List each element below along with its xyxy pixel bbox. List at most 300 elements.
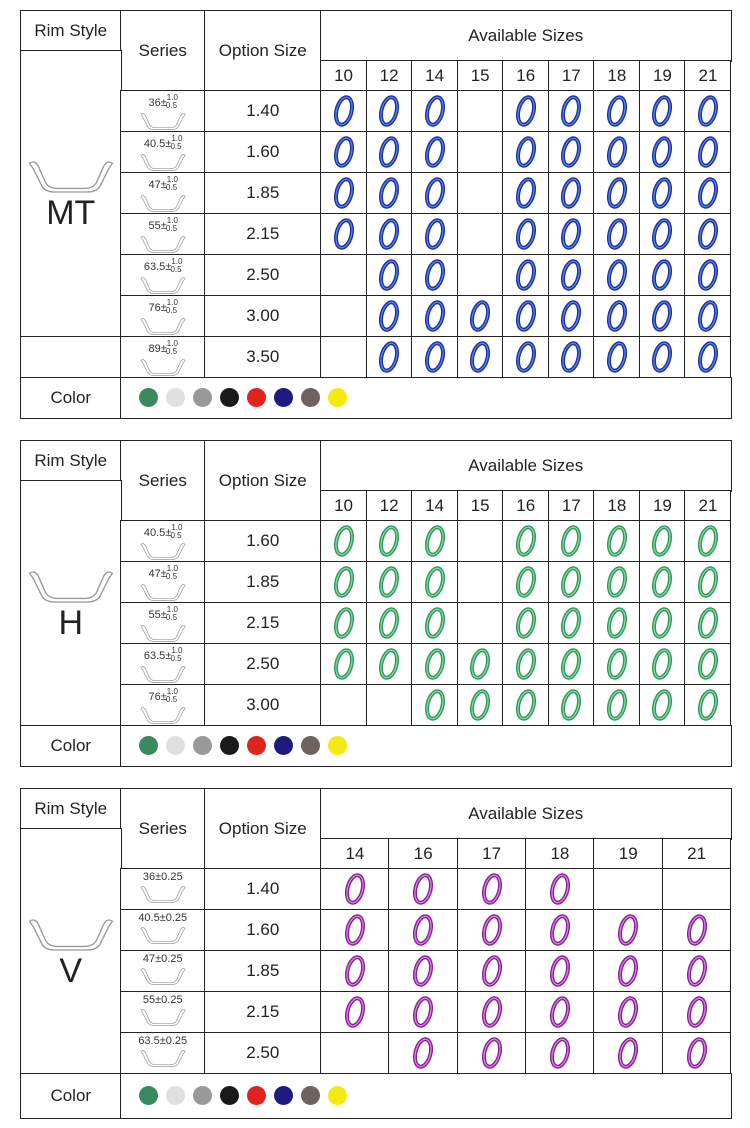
series-header [120,10,206,92]
size-label: 14 [425,495,445,515]
tolerance-upper: 1.0 [171,257,183,266]
rim-ring-icon [605,524,629,558]
color-swatch [166,736,185,755]
size-available-cell [684,131,731,174]
size-column-header [457,838,527,870]
rim-ring-icon [605,217,629,251]
size-available-cell [502,336,549,379]
tolerance-upper: 1.0 [166,605,178,614]
option-size-header [204,788,322,870]
size-available-cell [548,90,595,133]
rim-ring-icon [605,299,629,333]
rim-style-cell [20,828,122,1075]
size-available-cell [639,643,686,686]
rim-ring-icon [650,217,674,251]
size-column-header [593,490,640,522]
rim-ring-icon [559,258,583,292]
size-label: 14 [425,65,445,85]
size-label: 18 [607,65,627,85]
size-label: 14 [345,843,365,863]
available-sizes-header [320,788,732,840]
series-value: 63.5±$^{1.0}$0.5 [143,257,183,274]
option-size-value: 2.15 [246,613,280,633]
size-available-cell [548,602,595,645]
series-number: 63.5 [143,650,166,662]
size-available-cell [320,520,367,563]
rim-ring-icon [514,258,538,292]
rim-ring-icon [616,995,640,1029]
size-available-cell [593,520,640,563]
rim-ring-icon [650,565,674,599]
size-available-cell [684,602,731,645]
option-size-cell [204,172,322,215]
series-number: 63.5 [143,261,166,273]
size-available-cell [411,336,458,379]
rim-ring-icon [468,647,492,681]
series-value [138,1035,187,1047]
size-available-cell [548,131,595,174]
color-swatches [120,377,732,419]
size-unavailable-cell [457,131,504,174]
size-available-cell [457,909,527,952]
size-available-cell [684,90,731,133]
rim-ring-icon [468,688,492,722]
rim-ring-icon [377,299,401,333]
size-available-cell [366,172,413,215]
size-available-cell [684,643,731,686]
series-value: 89±$^{1.0}$0.5 [148,339,178,356]
size-available-cell [684,684,731,727]
series-number: 40.5 [143,527,166,539]
rim-ring-icon [696,565,720,599]
size-column-header [684,490,731,522]
rim-ring-icon [696,606,720,640]
tolerance-lower: 0.5 [165,101,178,110]
tolerance-upper: 1.0 [166,298,178,307]
series-number: 76 [148,691,161,703]
series-value: 55±$^{1.0}$0.5 [148,216,178,233]
option-size-header [204,440,322,522]
size-label: 16 [516,495,536,515]
rim-profile-icon [139,233,187,253]
rim-ring-icon [605,565,629,599]
rim-ring-icon [514,135,538,169]
size-unavailable-cell [320,254,367,297]
size-available-cell [684,336,731,379]
tolerance-lower: 0.5 [165,347,178,356]
rim-ring-icon [685,913,709,947]
size-label: 17 [482,843,502,863]
rim-ring-icon [605,94,629,128]
size-available-cell [593,991,663,1034]
size-available-cell [320,991,390,1034]
color-swatch [247,736,266,755]
size-available-cell [593,213,640,256]
rim-ring-icon [605,647,629,681]
size-available-cell [366,336,413,379]
size-available-cell [366,254,413,297]
option-size-cell [204,254,322,297]
rim-style-label: Rim Style [34,798,108,818]
size-available-cell [684,295,731,338]
rim-ring-icon [696,524,720,558]
color-label-cell [20,1073,122,1119]
size-available-cell [388,991,458,1034]
option-size-header [204,10,322,92]
color-swatch [301,388,320,407]
size-available-cell [639,172,686,215]
rim-ring-icon [559,176,583,210]
rim-ring-icon [696,217,720,251]
rim-profile-icon [139,622,187,642]
size-available-cell [320,131,367,174]
size-label: 18 [550,843,570,863]
tolerance-upper: 1.0 [166,687,178,696]
size-column-header [639,490,686,522]
option-size-value: 2.15 [246,1002,280,1022]
rim-ring-icon [685,954,709,988]
rim-ring-icon [696,258,720,292]
rim-ring-icon [480,872,504,906]
series-value [143,953,183,965]
rim-ring-icon [377,176,401,210]
option-size-cell [204,561,322,604]
series-number: 89 [148,343,161,355]
rim-profile-icon [139,356,187,376]
size-available-cell [639,131,686,174]
size-available-cell [684,520,731,563]
rim-ring-icon [514,606,538,640]
rim-ring-icon [605,258,629,292]
color-swatch [166,1086,185,1105]
rim-ring-icon [377,258,401,292]
rim-ring-icon [559,299,583,333]
size-label: 19 [652,65,672,85]
size-column-header [548,60,595,92]
option-size-cell [204,336,322,379]
size-label: 17 [561,65,581,85]
option-size-value: 3.50 [246,347,280,367]
series-number: 40.5 [143,138,166,150]
size-available-cell [593,254,640,297]
size-available-cell [502,213,549,256]
rim-ring-icon [377,606,401,640]
rim-ring-icon [559,688,583,722]
size-available-cell [548,684,595,727]
series-cell [120,213,206,256]
tolerance-lower: 0.5 [165,613,178,622]
series-number: 36 [148,97,161,109]
color-swatch [193,1086,212,1105]
rim-ring-icon [377,217,401,251]
size-available-cell [525,868,595,911]
size-available-cell [457,1032,527,1075]
rim-ring-icon [616,1036,640,1070]
size-available-cell [366,520,413,563]
series-cell [120,295,206,338]
tolerance-upper: 1.0 [171,646,183,655]
size-available-cell [639,336,686,379]
tolerance-lower: 0.5 [165,183,178,192]
option-size-cell [204,684,322,727]
series-cell [120,336,206,379]
series-cell [120,561,206,604]
rim-profile-icon [139,883,187,903]
empty-cell [20,336,122,379]
size-available-cell [502,561,549,604]
series-number: 47 [148,179,161,191]
rim-ring-icon [468,340,492,374]
size-column-header [411,60,458,92]
rim-style-cell [20,480,122,727]
size-unavailable-cell [457,561,504,604]
available-sizes-label: Available Sizes [468,803,584,823]
size-available-cell [525,950,595,993]
option-size-cell [204,868,322,911]
series-cell [120,909,206,952]
size-available-cell [548,172,595,215]
series-header [120,440,206,522]
rim-ring-icon [650,340,674,374]
option-size-cell [204,520,322,563]
rim-profile-icon [139,581,187,601]
rim-ring-icon [468,299,492,333]
rim-ring-icon [605,135,629,169]
size-column-header [320,60,367,92]
option-size-value: 2.50 [246,654,280,674]
tolerance-lower: 0.5 [170,265,182,274]
size-available-cell [388,909,458,952]
series-value: 55±$^{1.0}$0.5 [148,605,178,622]
rim-ring-icon [423,524,447,558]
rim-ring-icon [377,524,401,558]
rim-ring-icon [332,647,356,681]
series-label: Series [138,818,187,838]
rim-ring-icon [548,872,572,906]
size-available-cell [548,254,595,297]
size-available-cell [548,561,595,604]
rim-ring-icon [605,340,629,374]
rim-ring-icon [696,135,720,169]
size-column-header [457,490,504,522]
series-value: 47±$^{1.0}$0.5 [148,175,178,192]
color-swatch [274,388,293,407]
size-available-cell [411,684,458,727]
series-number: 76 [148,302,161,314]
color-swatch [247,388,266,407]
size-available-cell [320,868,390,911]
rim-ring-icon [423,340,447,374]
size-available-cell [548,213,595,256]
size-available-cell [593,602,640,645]
rim-ring-icon [332,176,356,210]
size-available-cell [388,950,458,993]
rim-profile-icon [26,564,116,604]
rim-ring-icon [480,913,504,947]
size-available-cell [662,1032,732,1075]
rim-ring-icon [514,647,538,681]
rim-ring-icon [411,872,435,906]
rim-ring-icon [514,524,538,558]
size-available-cell [525,991,595,1034]
color-swatch [139,388,158,407]
rim-ring-icon [548,1036,572,1070]
color-swatch [274,1086,293,1105]
size-available-cell [548,643,595,686]
tolerance-upper: 1.0 [171,134,183,143]
tolerance-upper: 1.0 [166,564,178,573]
size-label: 18 [607,495,627,515]
rim-ring-icon [377,647,401,681]
color-label-cell [20,725,122,767]
size-available-cell [411,172,458,215]
size-label: 19 [618,843,638,863]
color-swatch [193,388,212,407]
color-swatch [328,1086,347,1105]
size-available-cell [593,1032,663,1075]
tolerance-lower: 0.5 [170,142,182,151]
rim-ring-icon [650,299,674,333]
series-number: 40.5±0.25 [138,912,188,924]
size-available-cell [320,602,367,645]
color-swatch [220,1086,239,1105]
tolerance-upper: 1.0 [166,216,178,225]
rim-ring-icon [685,1036,709,1070]
rim-style-header [20,788,122,830]
size-available-cell [388,868,458,911]
size-available-cell [662,991,732,1034]
option-size-cell [204,90,322,133]
rim-ring-icon [650,135,674,169]
size-available-cell [411,643,458,686]
size-available-cell [684,213,731,256]
size-label: 17 [561,495,581,515]
tolerance-lower: 0.5 [165,695,178,704]
tolerance-lower: 0.5 [165,224,178,233]
size-available-cell [457,991,527,1034]
rim-style-cell [20,50,122,338]
tolerance-upper: 1.0 [171,523,183,532]
size-available-cell [639,684,686,727]
option-size-value: 1.85 [246,572,280,592]
available-sizes-label: Available Sizes [468,455,584,475]
color-swatch [193,736,212,755]
series-cell [120,131,206,174]
tolerance-upper: 1.0 [166,175,178,184]
size-label: 16 [516,65,536,85]
size-available-cell [502,295,549,338]
rim-ring-icon [650,176,674,210]
size-available-cell [593,336,640,379]
size-available-cell [411,90,458,133]
option-size-value: 1.85 [246,183,280,203]
tolerance-upper: 1.0 [166,339,178,348]
size-label: 12 [379,65,399,85]
size-available-cell [593,172,640,215]
size-column-header [320,838,390,870]
rim-ring-icon [559,340,583,374]
rim-style-label: Rim Style [34,20,108,40]
rim-ring-icon [650,94,674,128]
option-size-label: Option Size [218,40,307,60]
rim-ring-icon [423,217,447,251]
size-label: 21 [698,65,718,85]
series-cell [120,254,206,297]
color-swatches [120,1073,732,1119]
rim-ring-icon [411,913,435,947]
color-swatch [301,1086,320,1105]
color-label: Color [50,1085,92,1105]
size-label: 10 [334,495,353,515]
available-sizes-label: Available Sizes [468,25,584,45]
rim-ring-icon [480,1036,504,1070]
rim-ring-icon [423,94,447,128]
option-size-label: Option Size [218,818,307,838]
size-available-cell [639,254,686,297]
size-column-header [593,838,663,870]
size-column-header [593,60,640,92]
size-available-cell [639,295,686,338]
series-cell [120,90,206,133]
size-available-cell [593,684,640,727]
size-unavailable-cell [320,1032,390,1075]
rim-style-header [20,440,122,482]
rim-ring-icon [548,913,572,947]
rim-profile-icon [139,274,187,294]
rim-ring-icon [332,94,356,128]
option-size-value: 1.60 [246,142,280,162]
size-unavailable-cell [320,336,367,379]
size-unavailable-cell [593,868,663,911]
rim-profile-icon [139,110,187,130]
rim-ring-icon [423,565,447,599]
size-available-cell [411,131,458,174]
rim-ring-icon [605,688,629,722]
series-number: 55±0.25 [142,994,183,1006]
size-available-cell [320,90,367,133]
size-available-cell [411,602,458,645]
rim-ring-icon [423,647,447,681]
size-available-cell [548,520,595,563]
option-size-value: 3.00 [246,695,280,715]
option-size-value: 1.40 [246,879,280,899]
rim-ring-icon [559,647,583,681]
series-cell [120,520,206,563]
rim-ring-icon [696,647,720,681]
size-label: 10 [334,65,353,85]
rim-style-label: Rim Style [34,450,108,470]
size-available-cell [411,295,458,338]
rim-ring-icon [377,94,401,128]
size-available-cell [457,684,504,727]
option-size-cell [204,131,322,174]
series-value: 76±$^{1.0}$0.5 [148,687,178,704]
size-available-cell [639,90,686,133]
series-cell [120,602,206,645]
option-size-value: 1.40 [246,101,280,121]
size-available-cell [548,336,595,379]
series-label: Series [138,470,187,490]
option-size-cell [204,950,322,993]
size-available-cell [502,520,549,563]
size-available-cell [411,213,458,256]
series-cell [120,1032,206,1075]
series-cell [120,172,206,215]
size-label: 19 [652,495,672,515]
color-swatch [139,736,158,755]
size-unavailable-cell [457,602,504,645]
rim-ring-icon [548,995,572,1029]
